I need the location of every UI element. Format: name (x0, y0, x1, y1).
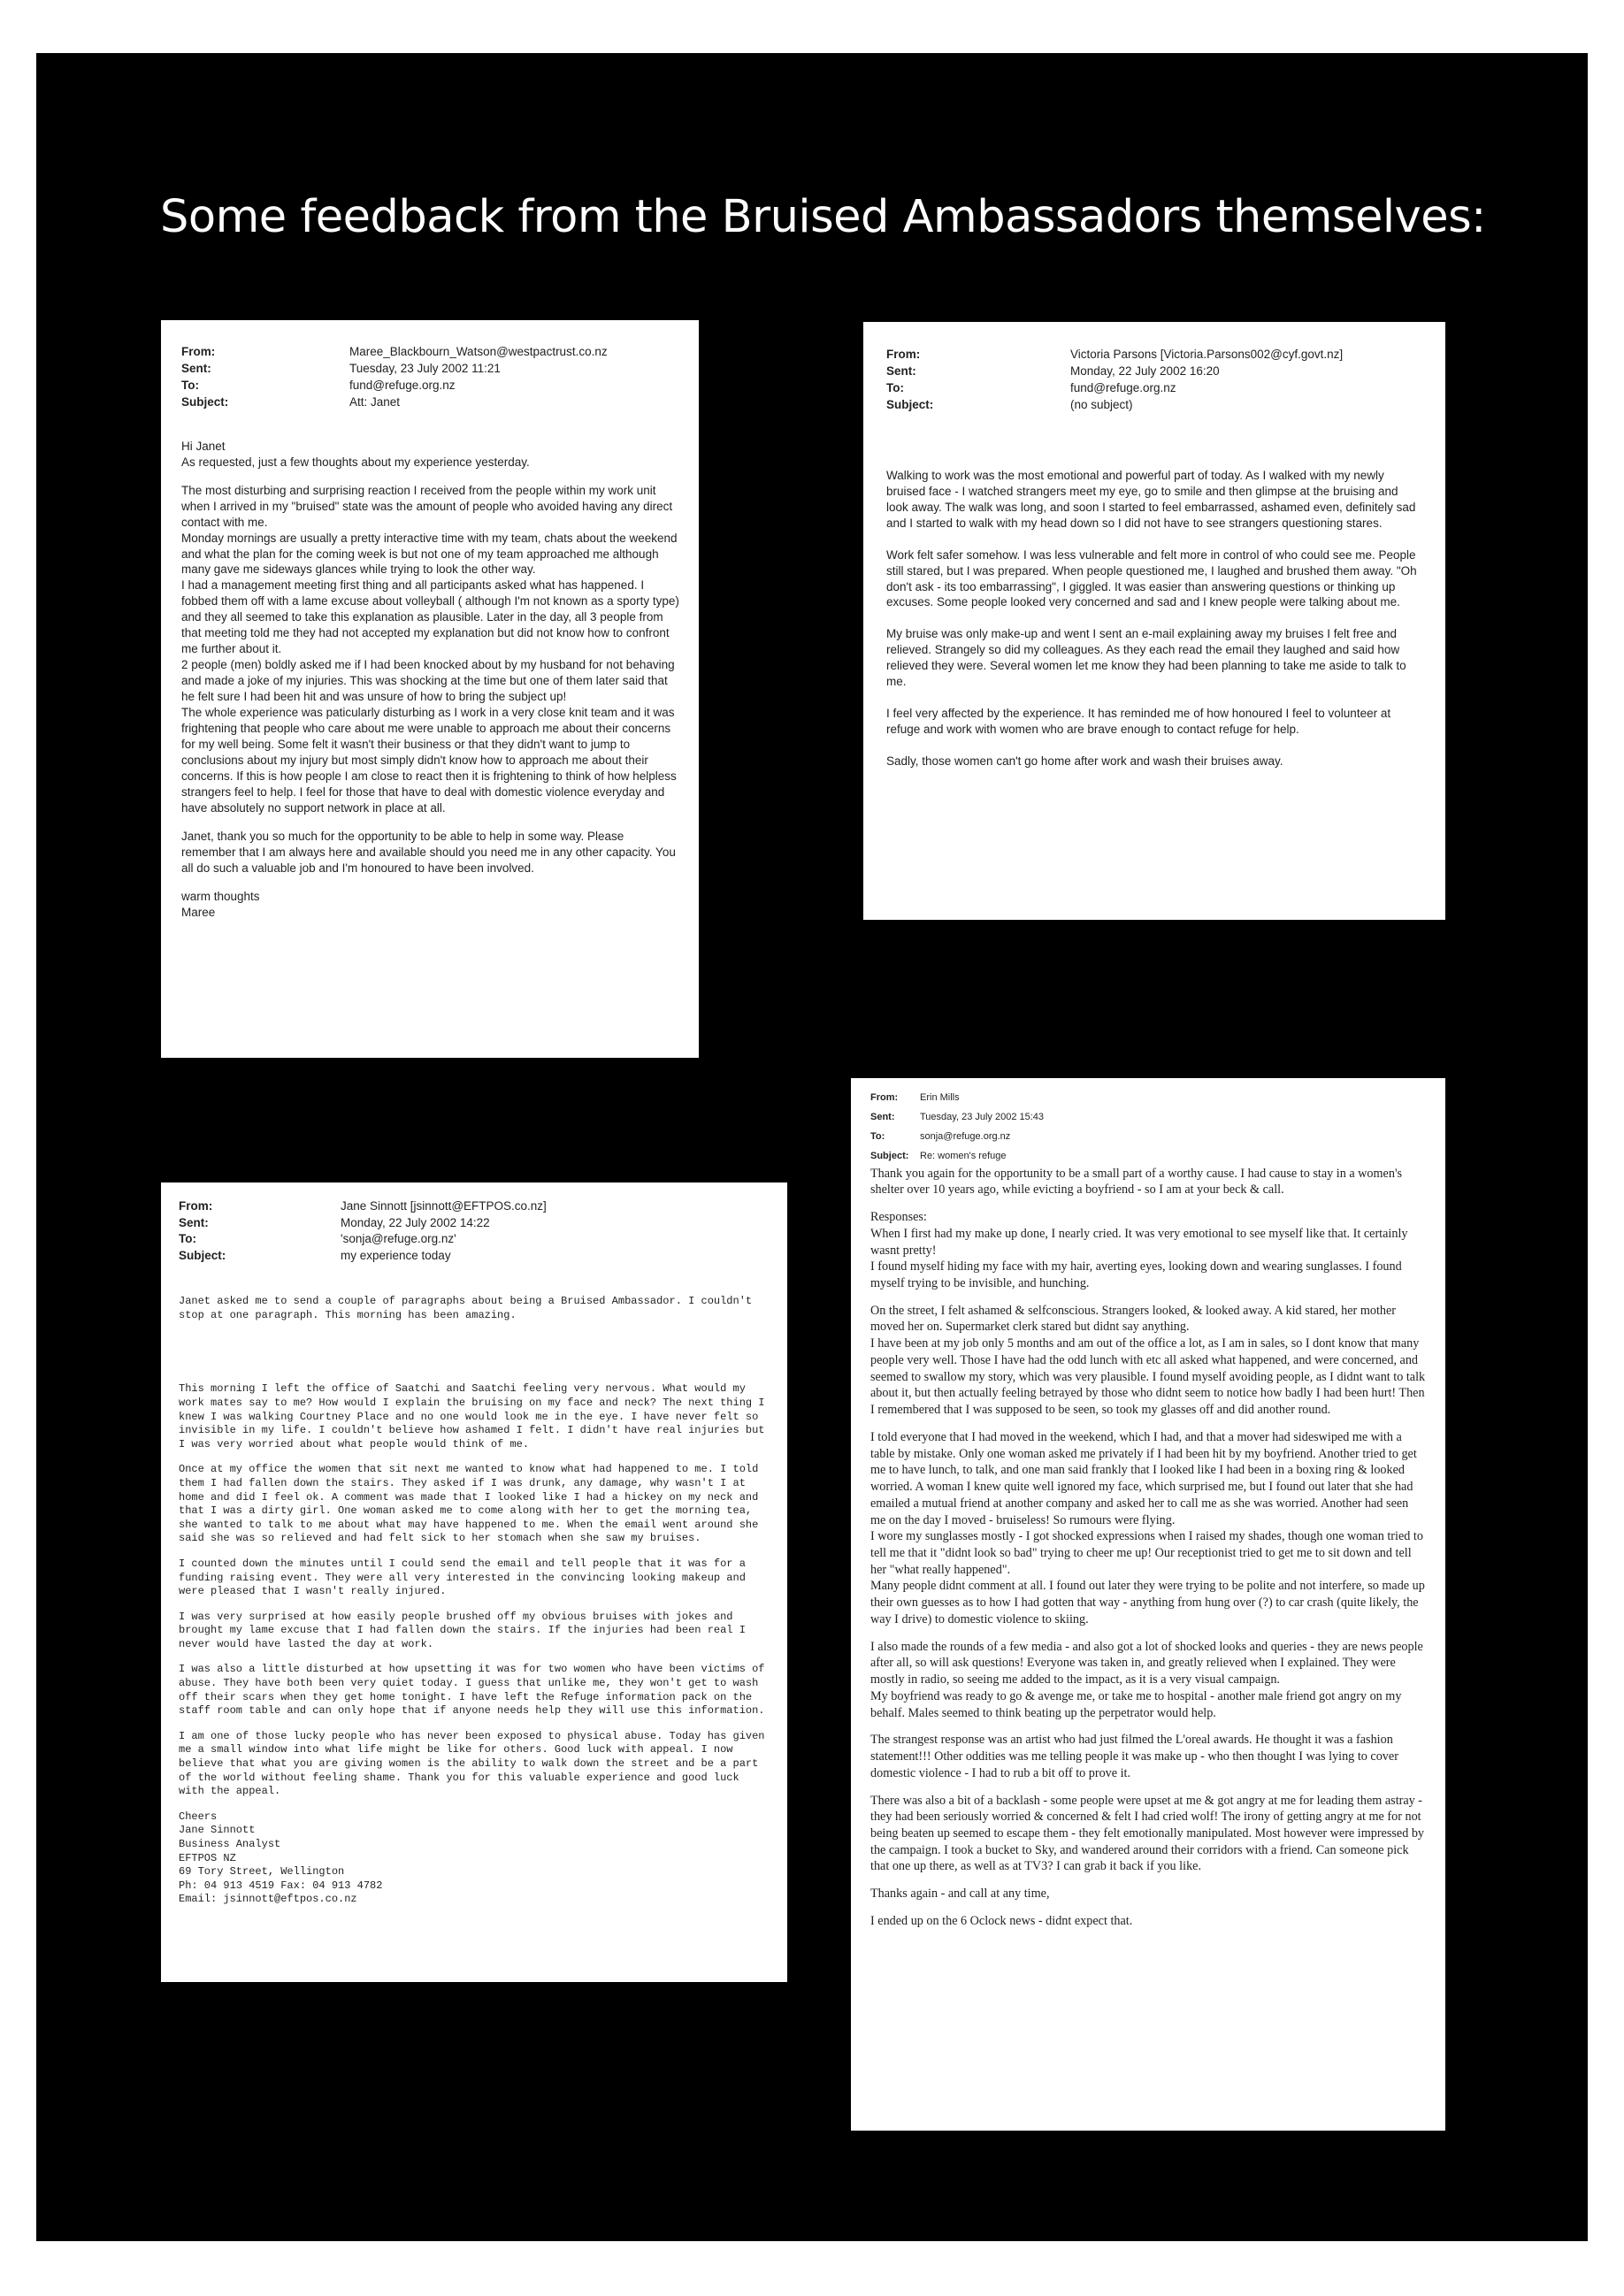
sent-label: Sent: (179, 1215, 209, 1229)
body-paragraph: I was very surprised at how easily people brushed off my obvious bruises with jokes and brought my lame excuse that I had fallen down the stairs. If the injuries had been real I never would have lasted the day at work. (179, 1610, 746, 1650)
body-paragraph: I feel very affected by the experience. It has reminded me of how honoured I feel to volunteer at refuge and work with women who are brave enough to contact refuge for help. (886, 707, 1391, 737)
email-card-jane (161, 1182, 787, 1982)
body-paragraph: Sadly, those women can't go home after work and wash their bruises away. (886, 754, 1283, 769)
to-value: fund@refuge.org.nz (349, 378, 456, 392)
sent-label: Sent: (181, 361, 211, 375)
body-paragraph: Walking to work was the most emotional and powerful part of today. As I walked with my newly bruised face - I watched strangers meet my eye, go to smile and then glimpse at the bruising and look away. The walk was long, and soon I started to feel embarrassed, ashamed even, definitely sad and I started to walk with my head down so I did not have to see strangers questioning stares. (886, 468, 1416, 530)
body-paragraph: The whole experience was paticularly disturbing as I work in a very close knit team and it was frightening that people who care about me were unable to approach me about their concerns for my well being. Some felt it wasn't their business or that they didn't want to jump to conclusions about my injury but most simply didn't know how to approach me about their concerns. If this is how people I am close to react then it is frightening to think of how helpless strangers feel to help. I feel for those that have to deal with domestic violence everyday and have absolutely no support network in place at all. (181, 706, 677, 815)
email-intro: Janet asked me to send a couple of paragraphs about being a Bruised Ambassador. I couldn't stop at one paragraph. This morning has been amazing. (179, 1295, 753, 1321)
to-value: fund@refuge.org.nz (1070, 380, 1176, 394)
email-card-maree (161, 320, 699, 1058)
from-value: Maree_Blackbourn_Watson@westpactrust.co.nz (349, 345, 608, 358)
subject-label: Subject: (181, 394, 229, 409)
subject-label: Subject: (886, 397, 934, 411)
body-paragraph: I also made the rounds of a few media - and also got a lot of shocked looks and queries - they are news people after all, so will ask questions! Everyone was taken in, and greatly relieved when I explained. They were mostly in radio, so seeing me added to the impact, as it is a very visual campaign. My boyfriend was ready to go & avenge me, or take me to hospital - another male friend got angry on my behalf. Males seemed to think beating up the perpetrator would help. (870, 1639, 1423, 1720)
body-paragraph: I counted down the minutes until I could send the email and tell people that it was for a funding raising event. They were all very interested in the convincing looking makeup and were pleased that I wasn't really injured. (179, 1557, 746, 1598)
body-paragraph: Once at my office the women that sit next me wanted to know what had happened to me. I told them I had fallen down the stairs. They asked if I was drunk, any damage, why wasn't I at home and did I feel ok. A comment was made that I looked like I had a hickey on my neck and that I was a dirty girl. One woman asked me to come along with her to get the morning tea, she wanted to talk to me about what may have happened to me. When the email went around she said she was so relieved and had felt sick to her stomach when she saw my bruises. (179, 1463, 759, 1545)
sent-value: Tuesday, 23 July 2002 15:43 (920, 1111, 1045, 1122)
body-paragraph: On the street, I felt ashamed & selfconscious. Strangers looked, & looked away. A kid stared, her mother moved her on. Supermarket clerk stared but didnt say anything. I have been at my job only 5 months and am out of the office a lot, as I am in sales, so I dont know that many people very well. Those I have had the odd lunch with etc all asked what happened, and were concerned, and seemed to swallow my story, which was very plausible. I found myself avoiding people, as I didnt want to talk about it, but then actually feeling betrayed by those who didnt seem to notice how badly I had been hurt! Then I remembered that I was supposed to be seen, so took my glasses off and did another round. (870, 1303, 1426, 1418)
to-value: sonja@refuge.org.nz (920, 1130, 1011, 1142)
body-paragraph: The strangest response was an artist who had just filmed the L'oreal awards. He thought it was a fashion statement!!! Other oddities was me telling people it was make up - who then thought I was lying to cover domestic violence - I had to rub a bit off to prove it. (870, 1733, 1398, 1780)
subject-value: my experience today (341, 1248, 451, 1262)
email-intro: Thank you again for the opportunity to be a small part of a worthy cause. I had cause to stay in a women's shelter over 10 years ago, while evicting a boyfriend - so I am at your beck & call. (870, 1166, 1403, 1198)
subject-label: Subject: (870, 1150, 909, 1161)
email-header (870, 1089, 1426, 1166)
subject-value: Re: women's refuge (920, 1150, 1007, 1161)
body-paragraph: There was also a bit of a backlash - some people were upset at me & got angry at me for leading them astray - they had been seriously worried & concerned & felt I had cried wolf! The irony of getting angry at me for not being beaten up seemed to escape them - they felt emotionally manipulated. Most however were impressed by the campaign. I took a bucket to Sky, and wandered around their corridors with a friend. Can someone pick that one up there, as well as at TV3? I can grab it back if you like. (870, 1793, 1425, 1874)
body-paragraph: My bruise was only make-up and went I sent an e-mail explaining away my bruises I felt free and relieved. Strangely so did my colleagues. As they each read the email they laughed and said how relieved they were. Several women let me know they had been planning to take me aside to talk to me. (886, 627, 1406, 689)
subject-value: (no subject) (1070, 397, 1133, 411)
to-value: 'sonja@refuge.org.nz' (341, 1232, 456, 1246)
sent-label: Sent: (870, 1111, 895, 1122)
responses-label: Responses: (870, 1210, 927, 1225)
body-paragraph: I told everyone that I had moved in the weekend, which I had, and that a mover had sideswiped me with a table by mistake. Only one woman asked me privately if I had been hit by my boyfriend. Another tried to get me to have lunch, to talk, and one man said frankly that I looked like I had been in a boxing ring & looked worried. A woman I knew quite well ignored my face, which surprised me, but I found out later that she had emailed a mutual friend at another company and asked her to call me as she was worried. Another had seen me on the day I moved - bruiseless! So rumours were flying. I wore my sunglasses mostly - I got shocked expressions when I raised my shades, though one woman tried to tell me that it "didnt look so bad" trying to cheer me up! Our receptionist tried to get me to sit down and tell her "what really happened". Many people didnt comment at all. I found out later they were trying to be polite and not interfere, so made up their own guesses as to how I had gotten that way - anything from hung over (?) to car crash (quite likely, the way I drive) to domestic violence to skiing. (870, 1429, 1425, 1626)
email-signature: Maree (181, 905, 216, 919)
email-card-erin (851, 1078, 1445, 2131)
from-value: Victoria Parsons [Victoria.Parsons002@cyf.govt.nz] (1070, 348, 1344, 361)
email-signature: Jane Sinnott Business Analyst EFTPOS NZ 69 Tory Street, Wellington Ph: 04 913 4519 Fax: 04 913 4782 Email: jsinnott@eftpos.co.nz (179, 1824, 383, 1906)
email-header (886, 347, 1422, 413)
body-paragraph: I had a management meeting first thing and all participants asked what has happened. I fobbed them off with a lame excuse about volleyball ( although I'm not known as a sporty type) and they all seemed to take this explanation as plausible. Later in the day, all 3 people from that meeting told me they had not accepted my explanation but did not know how to confront me further about it. (181, 578, 679, 656)
body-paragraph: The most disturbing and surprising reaction I received from the people within my work unit when I arrived in my "bruised" state was the amount of people who avoided having any direct contact with me. (181, 483, 673, 529)
from-label: From: (181, 345, 216, 358)
body-paragraph: I was also a little disturbed at how upsetting it was for two women who have been victims of abuse. They have both been very quiet today. I guess that unlike me, they won't get to wash off their scars when they get home tonight. I have left the Refuge information pack on the staff room table and can only hope that if anyone needs help they will use this information. (179, 1663, 765, 1718)
body-paragraph: When I first had my make up done, I nearly cried. It was very emotional to see myself like that. It certainly wasnt pretty! I found myself hiding my face with my hair, averting eyes, looking down and wearing sunglasses. I found myself trying to be invisible, and hunching. (870, 1226, 1408, 1290)
body-paragraph: I ended up on the 6 Oclock news - didnt expect that. (870, 1913, 1133, 1928)
from-label: From: (179, 1199, 213, 1213)
body-paragraph: Work felt safer somehow. I was less vulnerable and felt more in control of who could see me. People still stared, but I was prepared. When people questioned me, I laughed and brushed them away. "Oh don't ask - its too embarrassing", I giggled. It was easier than answering questions or thinking up excuses. Some people looked very concerned and sad and I knew people were talking about me. (886, 547, 1417, 609)
body-paragraph: I am one of those lucky people who has never been exposed to physical abuse. Today has given me a small window into what life might be like for others. Good luck with appeal. I now believe that what you are giving women is the ability to walk down the street and be a part of the world without feeling shame. Thank you for this valuable experience and good luck with the appeal. (179, 1729, 765, 1798)
subject-label: Subject: (179, 1248, 226, 1262)
email-header (179, 1198, 766, 1263)
email-signoff: Cheers (179, 1810, 218, 1823)
headline: Some feedback from the Bruised Ambassadors themselves: (160, 191, 1486, 243)
email-greeting: Hi Janet (181, 439, 226, 453)
body-paragraph: This morning I left the office of Saatchi and Saatchi feeling very nervous. What would my work mates say to me? How would I explain the bruising on my face and neck? The next thing I knew I was walking Courtney Place and no one would look me in the eye. I have never felt so invisible in my life. I couldn't believe how ashamed I felt. I didn't have real injuries but I was very worried about what people would think of me. (179, 1382, 765, 1450)
email-intro: As requested, just a few thoughts about my experience yesterday. (181, 455, 530, 469)
from-label: From: (870, 1092, 899, 1103)
to-label: To: (870, 1130, 885, 1142)
sent-value: Monday, 22 July 2002 14:22 (341, 1215, 490, 1229)
to-label: To: (181, 378, 199, 392)
email-card-victoria (863, 322, 1445, 920)
subject-value: Att: Janet (349, 394, 401, 409)
from-label: From: (886, 348, 921, 361)
email-header (181, 344, 679, 410)
body-paragraph: 2 people (men) boldly asked me if I had been knocked about by my husband for not behaving and made a joke of my injuries. This was shocking at the time but one of them later said that he felt sure I had been hit and was unsure of how to bring the subject up! (181, 658, 675, 704)
from-value: Erin Mills (920, 1092, 960, 1103)
from-value: Jane Sinnott [jsinnott@EFTPOS.co.nz] (341, 1199, 547, 1213)
sent-value: Tuesday, 23 July 2002 11:21 (349, 361, 501, 375)
body-paragraph: Monday mornings are usually a pretty interactive time with my team, chats about the weekend and what the plan for the coming week is but not one of my team approached me although many gave me sideways glances while trying to look the other way. (181, 531, 678, 577)
body-paragraph: Thanks again - and call at any time, (870, 1887, 1050, 1902)
sent-label: Sent: (886, 364, 916, 378)
email-closing: Janet, thank you so much for the opportunity to be able to help in some way. Please remember that I am always here and available should you need me in any other capacity. You all do such a valuable job and I'm honoured to have been involved. (181, 829, 676, 875)
sent-value: Monday, 22 July 2002 16:20 (1070, 364, 1220, 378)
email-signoff: warm thoughts (181, 889, 260, 903)
to-label: To: (179, 1232, 196, 1246)
email-body (181, 483, 679, 816)
to-label: To: (886, 380, 904, 394)
